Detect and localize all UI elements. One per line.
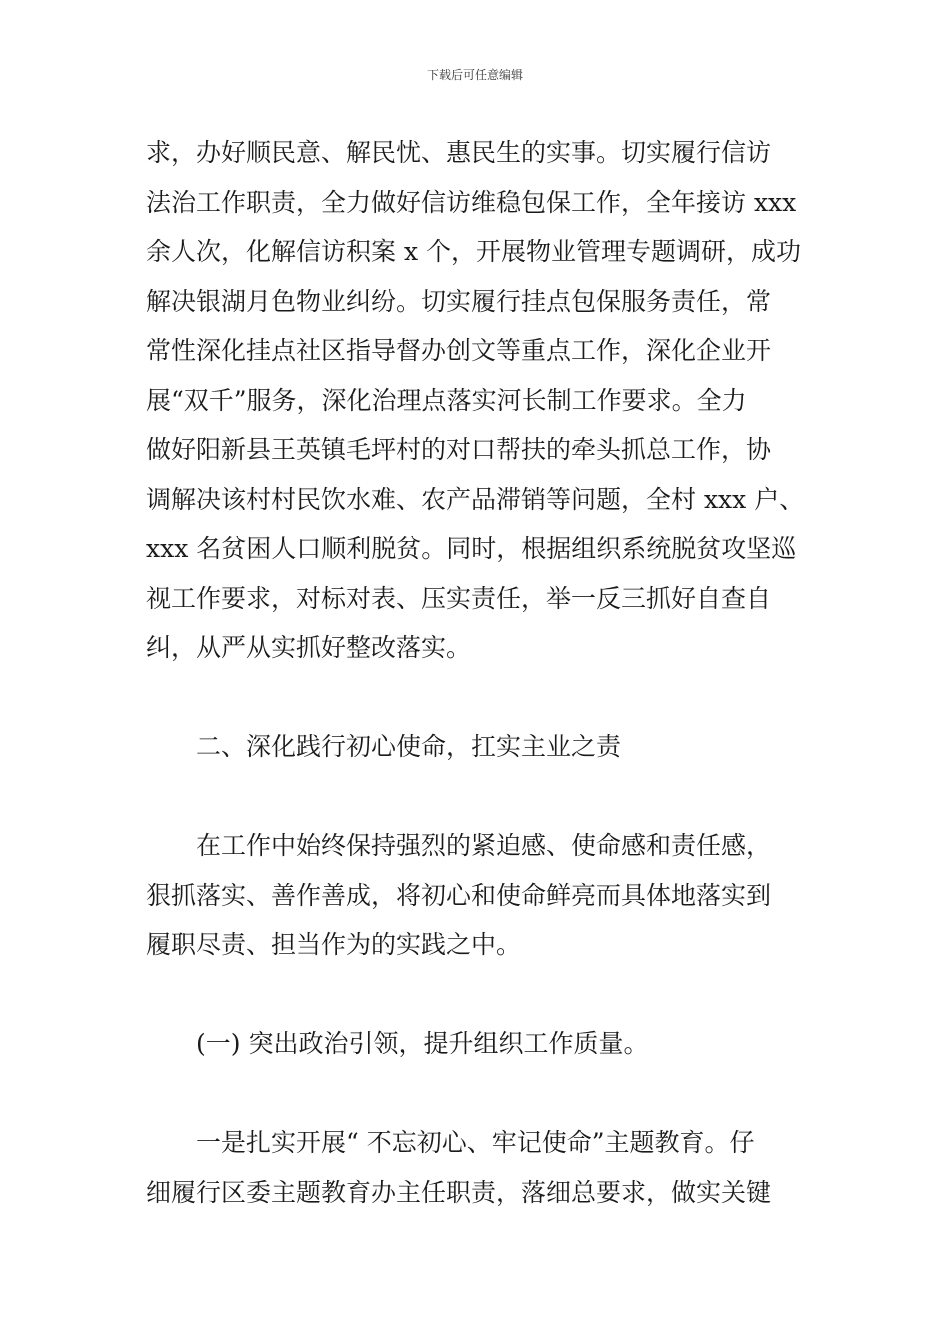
document-body	[146, 128, 824, 1217]
paragraph-work-summary	[146, 128, 824, 673]
text-line: 调解决该村村民饮水难、农产品滞销等问题，全村 xxx 户、	[146, 484, 805, 514]
page-header-note: 下载后可任意编辑	[426, 68, 523, 82]
text-line: 纠，从严从实抓好整改落实。	[146, 633, 472, 662]
paragraph-spacer	[146, 970, 824, 1020]
text-line: 狠抓落实、善作善成，将初心和使命鲜亮而具体地落实到	[146, 880, 772, 910]
text-line: 做好阳新县王英镇毛坪村的对口帮扶的牵头抓总工作，协	[146, 435, 772, 464]
text-line: 履职尽责、担当作为的实践之中。	[146, 930, 522, 959]
text-line: 细履行区委主题教育办主任职责，落细总要求，做实关键	[146, 1177, 772, 1207]
text-line: 在工作中始终保持强烈的紧迫感、使命感和责任感，	[196, 831, 772, 860]
text-line: 一是扎实开展“ 不忘初心、牢记使命”主题教育。仔	[196, 1128, 755, 1157]
paragraph-spacer	[146, 772, 824, 822]
subsection-heading: (一) 突出政治引领，提升组织工作质量。	[196, 1029, 649, 1058]
text-line: 法治工作职责，全力做好信访维稳包保工作，全年接访 xxx	[146, 187, 797, 217]
text-line: 求，办好顺民意、解民忧、惠民生的实事。切实履行信访	[146, 138, 772, 167]
text-line: xxx 名贫困人口顺利脱贫。同时，根据组织系统脱贫攻坚巡	[146, 534, 797, 563]
text-line: 视工作要求，对标对表、压实责任，举一反三抓好自查自	[146, 583, 772, 613]
paragraph-mission	[146, 821, 824, 970]
paragraph-spacer	[146, 1069, 824, 1119]
text-line: 余人次，化解信访积案 x 个，开展物业管理专题调研，成功	[146, 237, 801, 266]
text-line: 展“双千”服务，深化治理点落实河长制工作要求。全力	[146, 385, 747, 415]
paragraph-theme-education	[146, 1118, 824, 1217]
text-line: 常性深化挂点社区指导督办创文等重点工作，深化企业开	[146, 336, 772, 365]
text-line: 解决银湖月色物业纠纷。切实履行挂点包保服务责任，常	[146, 286, 772, 316]
paragraph-spacer	[146, 673, 824, 723]
section-heading: 二、深化践行初心使命，扛实主业之责	[196, 732, 622, 761]
